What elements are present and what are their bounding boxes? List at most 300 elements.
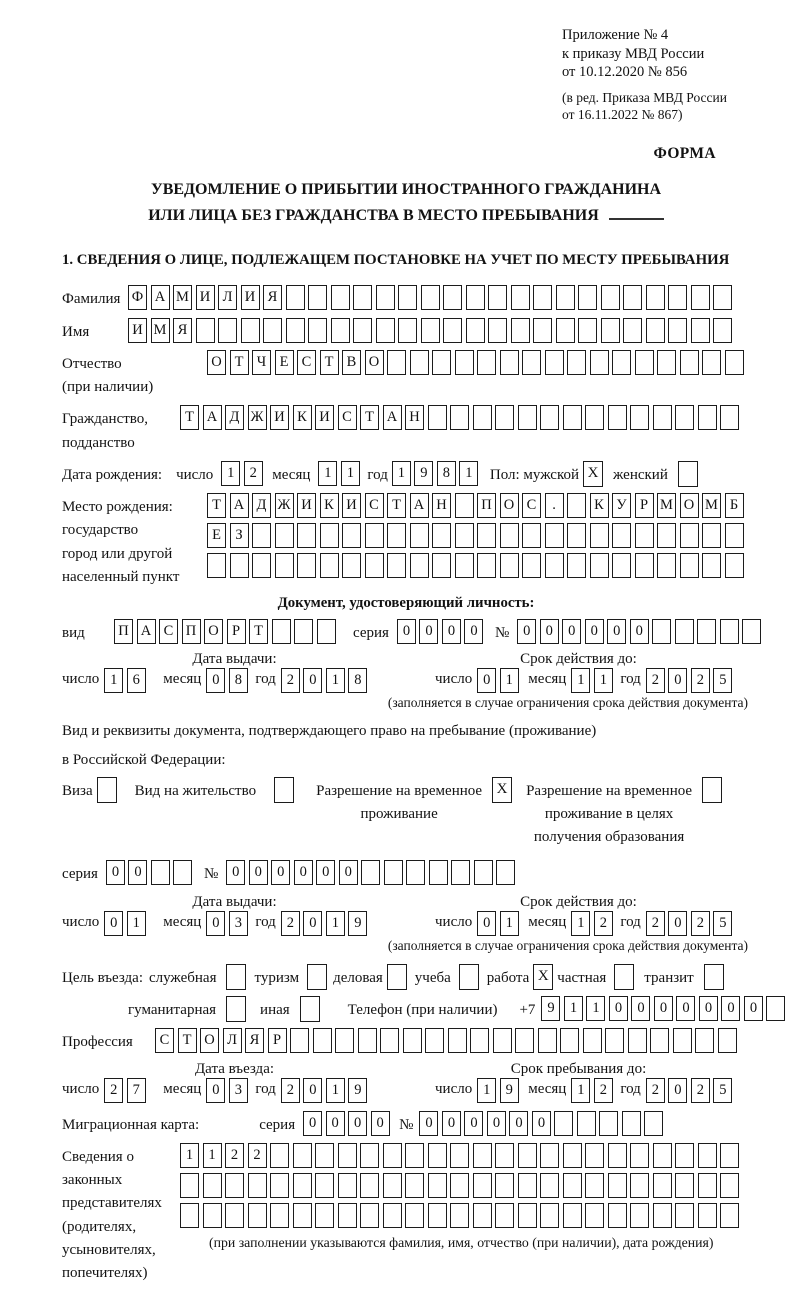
- form-cell[interactable]: [646, 285, 665, 310]
- form-cell[interactable]: 0: [206, 668, 225, 693]
- form-cell[interactable]: 0: [419, 1111, 438, 1136]
- form-cell[interactable]: [317, 619, 336, 644]
- form-cell[interactable]: [331, 285, 350, 310]
- doc-type-cells[interactable]: [114, 619, 339, 644]
- phone-cells[interactable]: [541, 996, 789, 1021]
- form-cell[interactable]: [410, 553, 429, 578]
- form-cell[interactable]: 0: [104, 911, 123, 936]
- form-cell[interactable]: [286, 285, 305, 310]
- form-cell[interactable]: 0: [271, 860, 290, 885]
- form-cell[interactable]: [338, 1173, 357, 1198]
- form-cell[interactable]: К: [293, 405, 312, 430]
- form-cell[interactable]: [241, 318, 260, 343]
- representatives-cells-row3[interactable]: [180, 1203, 743, 1228]
- form-cell[interactable]: 8: [437, 461, 456, 486]
- form-cell[interactable]: [720, 1203, 739, 1228]
- form-cell[interactable]: [286, 318, 305, 343]
- form-cell[interactable]: [612, 350, 631, 375]
- form-cell[interactable]: 1: [341, 461, 360, 486]
- doc-number-cells[interactable]: [517, 619, 765, 644]
- form-cell[interactable]: Д: [225, 405, 244, 430]
- form-cell[interactable]: [315, 1143, 334, 1168]
- form-cell[interactable]: Я: [245, 1028, 264, 1053]
- form-cell[interactable]: [533, 318, 552, 343]
- given-name-cells[interactable]: [128, 318, 736, 343]
- form-cell[interactable]: [270, 1143, 289, 1168]
- form-cell[interactable]: 2: [104, 1078, 123, 1103]
- form-cell[interactable]: [387, 523, 406, 548]
- form-cell[interactable]: [608, 405, 627, 430]
- form-cell[interactable]: 0: [631, 996, 650, 1021]
- citizenship-cells[interactable]: [180, 405, 743, 430]
- form-cell[interactable]: С: [155, 1028, 174, 1053]
- form-cell[interactable]: [691, 318, 710, 343]
- form-cell[interactable]: [538, 1028, 557, 1053]
- form-cell[interactable]: 2: [244, 461, 263, 486]
- form-cell[interactable]: 0: [668, 911, 687, 936]
- migration-number-cells[interactable]: [419, 1111, 667, 1136]
- form-cell[interactable]: [180, 1173, 199, 1198]
- res-number-cells[interactable]: [226, 860, 519, 885]
- form-cell[interactable]: [644, 1111, 663, 1136]
- form-cell[interactable]: [522, 523, 541, 548]
- form-cell[interactable]: [353, 318, 372, 343]
- form-cell[interactable]: 0: [607, 619, 626, 644]
- form-cell[interactable]: [450, 405, 469, 430]
- form-cell[interactable]: [495, 1143, 514, 1168]
- form-cell[interactable]: [376, 285, 395, 310]
- form-cell[interactable]: [515, 1028, 534, 1053]
- form-cell[interactable]: 1: [500, 911, 519, 936]
- form-cell[interactable]: [713, 285, 732, 310]
- form-cell[interactable]: [383, 1203, 402, 1228]
- form-cell[interactable]: [387, 350, 406, 375]
- res-series-cells[interactable]: [106, 860, 196, 885]
- form-cell[interactable]: [608, 1173, 627, 1198]
- form-cell[interactable]: Б: [725, 493, 744, 518]
- form-cell[interactable]: [293, 1173, 312, 1198]
- form-cell[interactable]: [585, 1143, 604, 1168]
- form-cell[interactable]: [635, 523, 654, 548]
- form-cell[interactable]: [473, 1173, 492, 1198]
- form-cell[interactable]: Т: [387, 493, 406, 518]
- form-cell[interactable]: [477, 523, 496, 548]
- form-cell[interactable]: 0: [562, 619, 581, 644]
- form-cell[interactable]: [432, 553, 451, 578]
- form-cell[interactable]: [230, 553, 249, 578]
- form-cell[interactable]: 0: [316, 860, 335, 885]
- form-cell[interactable]: 2: [225, 1143, 244, 1168]
- form-cell[interactable]: [207, 553, 226, 578]
- form-cell[interactable]: [450, 1173, 469, 1198]
- form-cell[interactable]: 0: [303, 1111, 322, 1136]
- form-cell[interactable]: 7: [127, 1078, 146, 1103]
- form-cell[interactable]: Е: [207, 523, 226, 548]
- form-cell[interactable]: [522, 553, 541, 578]
- form-cell[interactable]: 2: [281, 668, 300, 693]
- form-cell[interactable]: [495, 405, 514, 430]
- form-cell[interactable]: [630, 1143, 649, 1168]
- form-cell[interactable]: А: [203, 405, 222, 430]
- form-cell[interactable]: [466, 285, 485, 310]
- migration-series-cells[interactable]: [303, 1111, 393, 1136]
- issue2-day-cells[interactable]: [104, 911, 149, 936]
- form-cell[interactable]: [702, 523, 721, 548]
- form-cell[interactable]: [630, 405, 649, 430]
- form-cell[interactable]: П: [477, 493, 496, 518]
- form-cell[interactable]: [675, 1203, 694, 1228]
- purpose-inaya-checkbox[interactable]: [300, 996, 320, 1022]
- form-cell[interactable]: Ж: [275, 493, 294, 518]
- form-cell[interactable]: 0: [326, 1111, 345, 1136]
- temp-residence-checkbox[interactable]: X: [492, 777, 512, 803]
- form-cell[interactable]: 0: [249, 860, 268, 885]
- form-cell[interactable]: 0: [419, 619, 438, 644]
- form-cell[interactable]: 0: [339, 860, 358, 885]
- form-cell[interactable]: Н: [432, 493, 451, 518]
- form-cell[interactable]: [331, 318, 350, 343]
- form-cell[interactable]: [272, 619, 291, 644]
- form-cell[interactable]: [657, 553, 676, 578]
- form-cell[interactable]: [698, 1143, 717, 1168]
- form-cell[interactable]: Ч: [252, 350, 271, 375]
- form-cell[interactable]: 2: [281, 1078, 300, 1103]
- form-cell[interactable]: [742, 619, 761, 644]
- form-cell[interactable]: [563, 1173, 582, 1198]
- form-cell[interactable]: [578, 285, 597, 310]
- form-cell[interactable]: [567, 493, 586, 518]
- form-cell[interactable]: [338, 1203, 357, 1228]
- valid2-month-cells[interactable]: [571, 911, 616, 936]
- form-cell[interactable]: И: [196, 285, 215, 310]
- form-cell[interactable]: [653, 1143, 672, 1168]
- form-cell[interactable]: [387, 553, 406, 578]
- form-cell[interactable]: [496, 860, 515, 885]
- form-cell[interactable]: [428, 405, 447, 430]
- form-cell[interactable]: [623, 285, 642, 310]
- form-cell[interactable]: 2: [594, 1078, 613, 1103]
- form-cell[interactable]: 1: [459, 461, 478, 486]
- form-cell[interactable]: [398, 318, 417, 343]
- form-cell[interactable]: [450, 1203, 469, 1228]
- form-cell[interactable]: [628, 1028, 647, 1053]
- form-cell[interactable]: [567, 350, 586, 375]
- form-cell[interactable]: [293, 1203, 312, 1228]
- purpose-gumanitarnaya-checkbox[interactable]: [226, 996, 246, 1022]
- form-cell[interactable]: 0: [654, 996, 673, 1021]
- form-cell[interactable]: [448, 1028, 467, 1053]
- form-cell[interactable]: [365, 553, 384, 578]
- form-cell[interactable]: 1: [326, 911, 345, 936]
- form-cell[interactable]: С: [522, 493, 541, 518]
- form-cell[interactable]: 9: [348, 1078, 367, 1103]
- form-cell[interactable]: 0: [668, 668, 687, 693]
- form-cell[interactable]: [698, 1203, 717, 1228]
- form-cell[interactable]: 8: [348, 668, 367, 693]
- form-cell[interactable]: 0: [371, 1111, 390, 1136]
- form-cell[interactable]: А: [151, 285, 170, 310]
- form-cell[interactable]: [297, 523, 316, 548]
- form-cell[interactable]: [470, 1028, 489, 1053]
- form-cell[interactable]: И: [241, 285, 260, 310]
- form-cell[interactable]: 0: [206, 911, 225, 936]
- form-cell[interactable]: Ж: [248, 405, 267, 430]
- form-cell[interactable]: У: [612, 493, 631, 518]
- form-cell[interactable]: [218, 318, 237, 343]
- form-cell[interactable]: 8: [229, 668, 248, 693]
- form-cell[interactable]: [493, 1028, 512, 1053]
- form-cell[interactable]: [720, 619, 739, 644]
- form-cell[interactable]: Т: [207, 493, 226, 518]
- form-cell[interactable]: [563, 1143, 582, 1168]
- form-cell[interactable]: [421, 285, 440, 310]
- residence-permit-checkbox[interactable]: [274, 777, 294, 803]
- birth-year-cells[interactable]: [392, 461, 482, 486]
- form-cell[interactable]: [342, 523, 361, 548]
- surname-cells[interactable]: [128, 285, 736, 310]
- form-cell[interactable]: [425, 1028, 444, 1053]
- form-cell[interactable]: [180, 1203, 199, 1228]
- form-cell[interactable]: 9: [414, 461, 433, 486]
- form-cell[interactable]: [500, 553, 519, 578]
- form-cell[interactable]: С: [365, 493, 384, 518]
- form-cell[interactable]: [455, 553, 474, 578]
- form-cell[interactable]: [297, 553, 316, 578]
- form-cell[interactable]: [554, 1111, 573, 1136]
- form-cell[interactable]: [270, 1203, 289, 1228]
- form-cell[interactable]: 0: [106, 860, 125, 885]
- representatives-cells-row1[interactable]: [180, 1143, 743, 1168]
- form-cell[interactable]: [522, 350, 541, 375]
- form-cell[interactable]: [495, 1173, 514, 1198]
- form-cell[interactable]: [601, 318, 620, 343]
- form-cell[interactable]: 0: [699, 996, 718, 1021]
- form-cell[interactable]: 1: [326, 668, 345, 693]
- form-cell[interactable]: И: [270, 405, 289, 430]
- birth-place-cells-row2[interactable]: [207, 523, 747, 548]
- form-cell[interactable]: [495, 1203, 514, 1228]
- form-cell[interactable]: 0: [464, 619, 483, 644]
- form-cell[interactable]: [500, 523, 519, 548]
- form-cell[interactable]: [383, 1143, 402, 1168]
- form-cell[interactable]: М: [702, 493, 721, 518]
- form-cell[interactable]: [477, 350, 496, 375]
- form-cell[interactable]: Ф: [128, 285, 147, 310]
- form-cell[interactable]: [635, 553, 654, 578]
- form-cell[interactable]: [361, 860, 380, 885]
- purpose-chastnaya-checkbox[interactable]: [614, 964, 634, 990]
- form-cell[interactable]: [428, 1173, 447, 1198]
- form-cell[interactable]: [608, 1143, 627, 1168]
- valid1-month-cells[interactable]: [571, 668, 616, 693]
- form-cell[interactable]: [358, 1028, 377, 1053]
- form-cell[interactable]: [590, 553, 609, 578]
- form-cell[interactable]: В: [342, 350, 361, 375]
- form-cell[interactable]: 2: [691, 1078, 710, 1103]
- form-cell[interactable]: 0: [226, 860, 245, 885]
- form-cell[interactable]: 5: [713, 911, 732, 936]
- form-cell[interactable]: [599, 1111, 618, 1136]
- form-cell[interactable]: [320, 523, 339, 548]
- form-cell[interactable]: А: [230, 493, 249, 518]
- form-cell[interactable]: Л: [218, 285, 237, 310]
- form-cell[interactable]: [702, 350, 721, 375]
- purpose-ucheba-checkbox[interactable]: [459, 964, 479, 990]
- form-cell[interactable]: [500, 350, 519, 375]
- form-cell[interactable]: [612, 553, 631, 578]
- form-cell[interactable]: 1: [326, 1078, 345, 1103]
- representatives-cells-row2[interactable]: [180, 1173, 743, 1198]
- form-cell[interactable]: 9: [500, 1078, 519, 1103]
- form-cell[interactable]: 2: [646, 1078, 665, 1103]
- form-cell[interactable]: 0: [128, 860, 147, 885]
- form-cell[interactable]: [225, 1173, 244, 1198]
- birth-month-cells[interactable]: [318, 461, 363, 486]
- form-cell[interactable]: 0: [442, 1111, 461, 1136]
- form-cell[interactable]: 5: [713, 668, 732, 693]
- form-cell[interactable]: [612, 523, 631, 548]
- form-cell[interactable]: [353, 285, 372, 310]
- form-cell[interactable]: [421, 318, 440, 343]
- issue2-year-cells[interactable]: [281, 911, 371, 936]
- form-cell[interactable]: [450, 1143, 469, 1168]
- form-cell[interactable]: [585, 405, 604, 430]
- form-cell[interactable]: [451, 860, 470, 885]
- form-cell[interactable]: [635, 350, 654, 375]
- form-cell[interactable]: [590, 350, 609, 375]
- form-cell[interactable]: [410, 350, 429, 375]
- form-cell[interactable]: [601, 285, 620, 310]
- form-cell[interactable]: [518, 1143, 537, 1168]
- form-cell[interactable]: [646, 318, 665, 343]
- form-cell[interactable]: .: [545, 493, 564, 518]
- form-cell[interactable]: Т: [178, 1028, 197, 1053]
- form-cell[interactable]: [766, 996, 785, 1021]
- form-cell[interactable]: 1: [571, 668, 590, 693]
- form-cell[interactable]: 2: [646, 911, 665, 936]
- form-cell[interactable]: [315, 1173, 334, 1198]
- entry-year-cells[interactable]: [281, 1078, 371, 1103]
- form-cell[interactable]: [290, 1028, 309, 1053]
- form-cell[interactable]: 0: [609, 996, 628, 1021]
- form-cell[interactable]: 1: [127, 911, 146, 936]
- form-cell[interactable]: [540, 1143, 559, 1168]
- form-cell[interactable]: О: [200, 1028, 219, 1053]
- form-cell[interactable]: [432, 523, 451, 548]
- issue1-day-cells[interactable]: [104, 668, 149, 693]
- form-cell[interactable]: 0: [744, 996, 763, 1021]
- form-cell[interactable]: Р: [635, 493, 654, 518]
- purpose-turizm-checkbox[interactable]: [307, 964, 327, 990]
- form-cell[interactable]: [577, 1111, 596, 1136]
- form-cell[interactable]: О: [365, 350, 384, 375]
- form-cell[interactable]: [720, 1173, 739, 1198]
- form-cell[interactable]: [225, 1203, 244, 1228]
- form-cell[interactable]: [605, 1028, 624, 1053]
- form-cell[interactable]: 1: [571, 911, 590, 936]
- entry-month-cells[interactable]: [206, 1078, 251, 1103]
- form-cell[interactable]: [405, 1143, 424, 1168]
- patronymic-cells[interactable]: [207, 350, 747, 375]
- form-cell[interactable]: 2: [281, 911, 300, 936]
- form-cell[interactable]: И: [297, 493, 316, 518]
- form-cell[interactable]: 0: [206, 1078, 225, 1103]
- form-cell[interactable]: 2: [594, 911, 613, 936]
- form-cell[interactable]: О: [207, 350, 226, 375]
- form-cell[interactable]: И: [342, 493, 361, 518]
- form-cell[interactable]: 0: [668, 1078, 687, 1103]
- form-cell[interactable]: [608, 1203, 627, 1228]
- form-cell[interactable]: [657, 523, 676, 548]
- form-cell[interactable]: [360, 1143, 379, 1168]
- form-cell[interactable]: [675, 1173, 694, 1198]
- form-cell[interactable]: Р: [268, 1028, 287, 1053]
- stay-year-cells[interactable]: [646, 1078, 736, 1103]
- purpose-delovaya-checkbox[interactable]: [387, 964, 407, 990]
- form-cell[interactable]: [653, 1173, 672, 1198]
- form-cell[interactable]: [398, 285, 417, 310]
- form-cell[interactable]: Д: [252, 493, 271, 518]
- form-cell[interactable]: [248, 1173, 267, 1198]
- form-cell[interactable]: [383, 1173, 402, 1198]
- form-cell[interactable]: [560, 1028, 579, 1053]
- form-cell[interactable]: [650, 1028, 669, 1053]
- form-cell[interactable]: М: [151, 318, 170, 343]
- form-cell[interactable]: [428, 1143, 447, 1168]
- form-cell[interactable]: [720, 1143, 739, 1168]
- form-cell[interactable]: 0: [397, 619, 416, 644]
- form-cell[interactable]: [455, 350, 474, 375]
- form-cell[interactable]: [473, 1203, 492, 1228]
- form-cell[interactable]: Я: [263, 285, 282, 310]
- form-cell[interactable]: [675, 619, 694, 644]
- form-cell[interactable]: [335, 1028, 354, 1053]
- form-cell[interactable]: [173, 860, 192, 885]
- form-cell[interactable]: 5: [713, 1078, 732, 1103]
- form-cell[interactable]: [563, 405, 582, 430]
- form-cell[interactable]: 3: [229, 911, 248, 936]
- form-cell[interactable]: [585, 1173, 604, 1198]
- form-cell[interactable]: И: [315, 405, 334, 430]
- form-cell[interactable]: 1: [221, 461, 240, 486]
- form-cell[interactable]: Л: [223, 1028, 242, 1053]
- form-cell[interactable]: [590, 523, 609, 548]
- form-cell[interactable]: [673, 1028, 692, 1053]
- form-cell[interactable]: 1: [571, 1078, 590, 1103]
- form-cell[interactable]: [203, 1203, 222, 1228]
- form-cell[interactable]: [623, 318, 642, 343]
- form-cell[interactable]: Т: [230, 350, 249, 375]
- birth-day-cells[interactable]: [221, 461, 266, 486]
- form-cell[interactable]: И: [128, 318, 147, 343]
- form-cell[interactable]: З: [230, 523, 249, 548]
- form-cell[interactable]: [429, 860, 448, 885]
- form-cell[interactable]: [360, 1173, 379, 1198]
- form-cell[interactable]: [320, 553, 339, 578]
- form-cell[interactable]: 1: [586, 996, 605, 1021]
- form-cell[interactable]: 1: [594, 668, 613, 693]
- form-cell[interactable]: [203, 1173, 222, 1198]
- form-cell[interactable]: [248, 1203, 267, 1228]
- form-cell[interactable]: [455, 493, 474, 518]
- entry-day-cells[interactable]: [104, 1078, 149, 1103]
- form-cell[interactable]: К: [590, 493, 609, 518]
- form-cell[interactable]: 0: [348, 1111, 367, 1136]
- form-cell[interactable]: [477, 553, 496, 578]
- form-cell[interactable]: [342, 553, 361, 578]
- form-cell[interactable]: Т: [360, 405, 379, 430]
- valid2-year-cells[interactable]: [646, 911, 736, 936]
